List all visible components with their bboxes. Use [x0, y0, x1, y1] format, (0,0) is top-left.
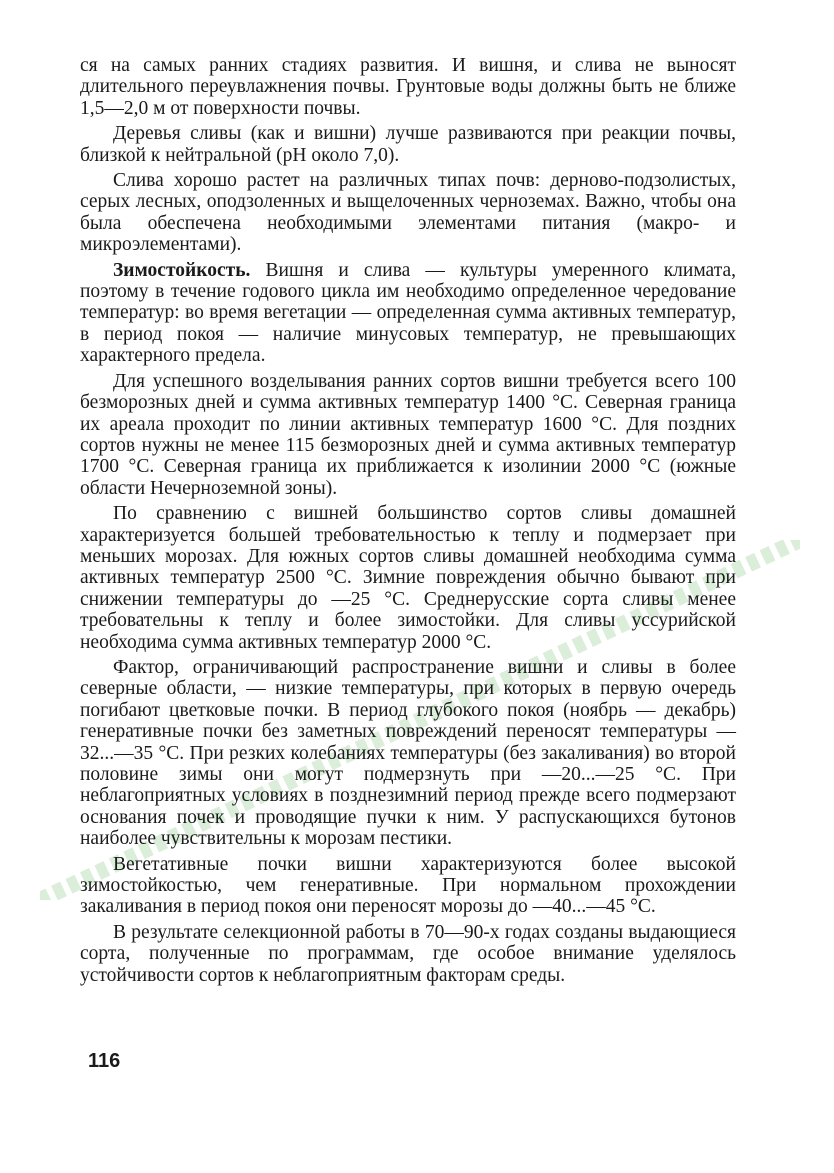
paragraph-soil-types: Слива хорошо растет на различных типах почв: дерново-подзолистых, серых лесных, оподзоленных и выщелоченных черноземах. Важно, чтобы она была обеспечена необходимыми элементами питания (макро- и микроэлементами).	[80, 170, 736, 256]
paragraph-cherry-temperatures: Для успешного возделывания ранних сортов вишни требуется всего 100 безморозных дней и сумма активных температур 1400 °С. Северная граница их ареала проходит по линии активных температур 1600 °С. Для поздних сортов нужны не менее 115 безморозных дней и сумма активных температур 1700 °С. Северная граница их приближается к изолинии 2000 °С (южные области Нечерноземной зоны).	[80, 370, 736, 499]
paragraph-plum-comparison: По сравнению с вишней большинство сортов сливы домашней характеризуется большей требовательностью к теплу и подмерзает при меньших морозах. Для южных сортов сливы домашней необходима сумма активных температур 2500 °С. Зимние повреждения обычно бывают при снижении температуры до —25 °С. Среднерусские сорта сливы менее требовательны к теплу и более зимостойки. Для сливы уссурийской необходима сумма активных температур 2000 °С.	[80, 503, 736, 653]
book-page	[80, 55, 736, 990]
paragraph-continuation: ся на самых ранних стадиях развития. И вишня, и слива не выносят длительного переувлажнения почвы. Грунтовые воды должны быть не ближе 1,5—2,0 м от поверхности почвы.	[80, 55, 736, 119]
paragraph-vegetative-buds: Вегетативные почки вишни характеризуются более высокой зимостойкостью, чем генеративные. При нормальном прохождении закаливания в период покоя они переносят морозы до —40...—45 °С.	[80, 853, 736, 918]
section-lead: Зимостойкость.	[113, 259, 251, 281]
paragraph-selection: В результате селекционной работы в 70—90-х годах созданы выдающиеся сорта, полученные по программам, где особое внимание уделялось устойчивости сортов к неблагоприятным факторам среды.	[80, 921, 736, 986]
paragraph-winter-hardiness: Зимостойкость. Вишня и слива — культуры умеренного климата, поэтому в течение годового цикла им необходимо определенное чередование температур: во время вегетации — определенная сумма активных температур, в период покоя — наличие минусовых температур, не превышающих характерного предела.	[80, 259, 736, 367]
page-number: 116	[88, 1050, 121, 1072]
paragraph-limiting-factor: Фактор, ограничивающий распространение вишни и сливы в более северные области, — низкие температуры, при которых в первую очередь погибают цветковые почки. В период глубокого покоя (ноябрь — декабрь) генеративные почки без заметных повреждений переносят температуры —32...—35 °С. При резких колебаниях температуры (без закаливания) во второй половине зимы они могут подмерзнуть при —20...—25 °С. При неблагоприятных условиях в позднезимний период прежде всего подмерзают основания почек и проводящие пучки к ним. У распускающихся бутонов наиболее чувствительны к морозам пестики.	[80, 656, 736, 850]
paragraph-soil-reaction: Деревья сливы (как и вишни) лучше развиваются при реакции почвы, близкой к нейтральной (pH около 7,0).	[80, 123, 736, 166]
